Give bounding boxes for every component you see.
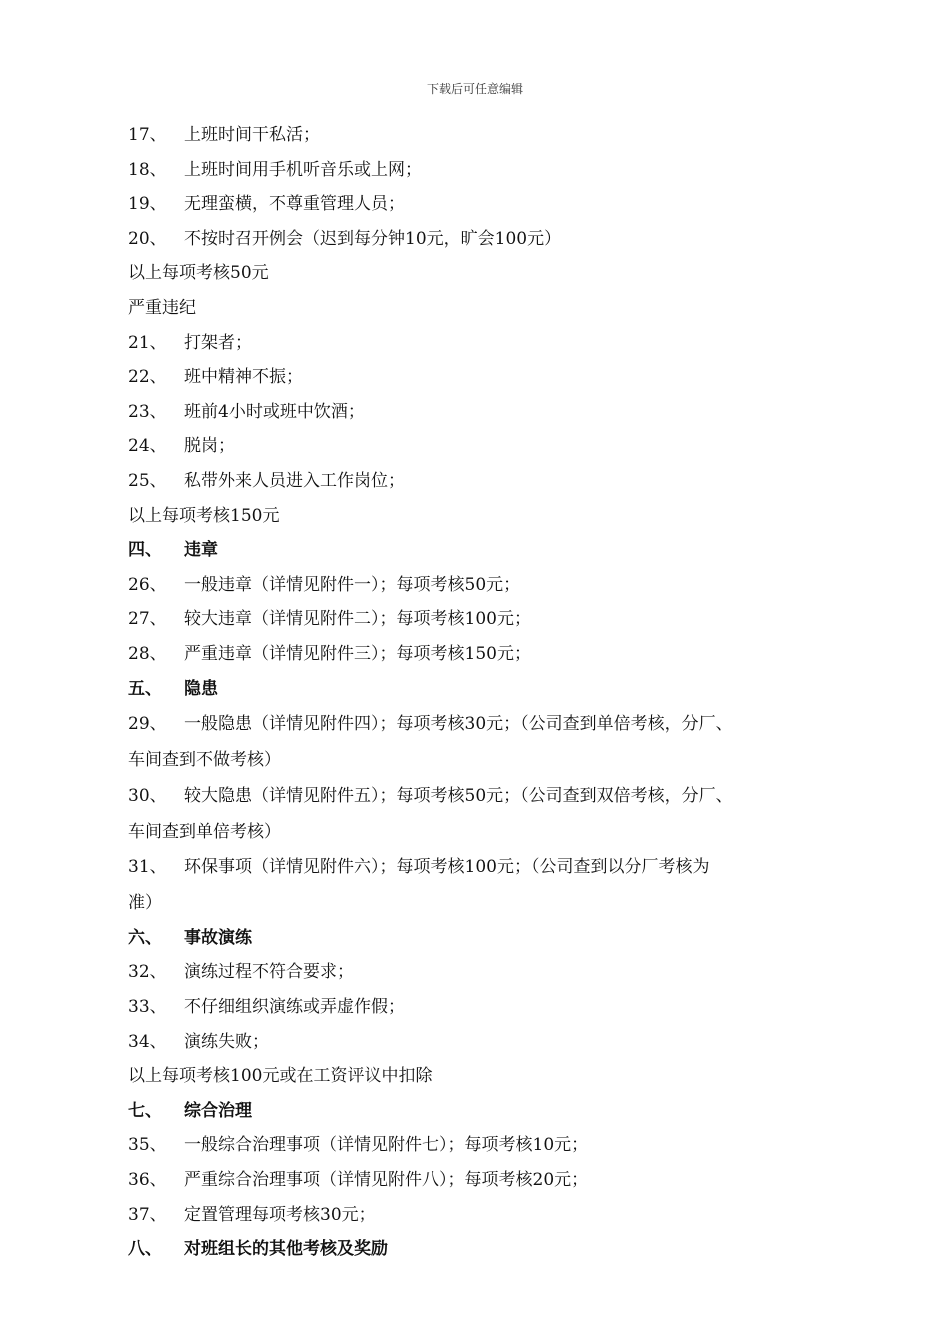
item-number: 31、 [128,857,167,878]
item-number: 20、 [128,228,167,249]
item-text: 班中精神不振； [184,367,303,388]
document-body [128,118,828,1267]
item-number: 33、 [128,997,167,1018]
item-text: 严重违章（详情见附件三）；每项考核150元； [184,643,531,664]
item-number: 六、 [128,927,162,948]
page-header: 下载后可任意编辑 [426,82,523,96]
list-item [128,464,828,499]
list-item [128,990,828,1025]
list-item [128,568,828,603]
item-text: 演练过程不符合要求； [184,962,354,983]
list-item [128,360,828,395]
list-item [128,429,828,464]
item-number: 18、 [128,159,167,180]
section-heading [128,921,828,956]
list-item [128,118,828,153]
section-heading [128,533,828,568]
item-number: 30、 [128,785,167,806]
item-text: 严重违纪 [128,297,196,318]
item-number: 35、 [128,1135,167,1156]
item-text: 一般综合治理事项（详情见附件七）；每项考核10元； [184,1135,589,1156]
item-number: 37、 [128,1204,167,1225]
section-heading [128,1094,828,1129]
list-item [128,1025,828,1060]
item-number: 21、 [128,332,167,353]
list-item [128,602,828,637]
item-text: 不仔细组织演练或弄虚作假； [184,997,405,1018]
item-number: 32、 [128,962,167,983]
item-text: 上班时间用手机听音乐或上网； [184,159,422,180]
item-text: 上班时间干私活； [184,125,320,145]
item-number: 23、 [128,401,167,422]
item-number: 24、 [128,436,167,457]
item-text: 隐患 [184,678,218,699]
list-item [128,1128,828,1163]
item-number: 25、 [128,470,167,491]
item-number: 17、 [128,125,167,145]
item-text: 定置管理每项考核30元； [184,1204,376,1225]
item-text: 车间查到单倍考核） [128,821,281,842]
item-number: 26、 [128,574,167,595]
item-text: 一般违章（详情见附件一）；每项考核50元； [184,574,521,595]
item-number: 22、 [128,367,167,388]
list-item [128,1198,828,1233]
paragraph-line [128,886,828,921]
item-number: 八、 [128,1239,162,1260]
list-item [128,637,828,672]
list-item [128,849,828,886]
section-heading [128,1232,828,1267]
item-text: 以上每项考核100元或在工资评议中扣除 [128,1066,433,1087]
item-number: 七、 [128,1100,162,1121]
paragraph-line [128,1059,828,1094]
item-text: 打架者； [184,332,252,353]
item-number: 19、 [128,194,167,215]
item-number: 27、 [128,609,167,630]
item-text: 车间查到不做考核） [128,750,281,771]
item-text: 违章 [184,540,218,561]
item-text: 以上每项考核50元 [128,263,269,284]
list-item [128,153,828,188]
item-text: 综合治理 [184,1100,252,1121]
list-item [128,706,828,743]
item-text: 班前4小时或班中饮酒； [184,401,365,422]
list-item [128,1163,828,1198]
list-item [128,395,828,430]
paragraph-line [128,291,828,326]
section-heading [128,672,828,707]
list-item [128,187,828,222]
item-text: 环保事项（详情见附件六）；每项考核100元；（公司查到以分厂考核为 [184,857,710,878]
item-text: 较大违章（详情见附件二）；每项考核100元； [184,609,531,630]
paragraph-line [128,743,828,778]
item-text: 准） [128,893,162,914]
item-text: 事故演练 [184,927,252,948]
item-text: 以上每项考核150元 [128,505,280,526]
paragraph-line [128,815,828,850]
list-item [128,955,828,990]
item-number: 29、 [128,714,167,735]
paragraph-line [128,256,828,291]
item-text: 一般隐患（详情见附件四）；每项考核30元；（公司查到单倍考核，分厂、 [184,714,733,735]
item-text: 对班组长的其他考核及奖励 [184,1239,388,1260]
item-text: 演练失败； [184,1031,269,1052]
item-text: 严重综合治理事项（详情见附件八）；每项考核20元； [184,1170,589,1191]
list-item [128,222,828,257]
item-text: 私带外来人员进入工作岗位； [184,470,405,491]
item-number: 36、 [128,1170,167,1191]
paragraph-line [128,499,828,534]
item-number: 34、 [128,1031,167,1052]
item-number: 四、 [128,540,162,561]
list-item [128,778,828,815]
item-number: 五、 [128,678,162,699]
item-text: 无理蛮横，不尊重管理人员； [184,194,405,215]
item-text: 不按时召开例会（迟到每分钟10元，旷会100元） [184,228,562,249]
item-text: 较大隐患（详情见附件五）；每项考核50元；（公司查到双倍考核，分厂、 [184,785,733,806]
list-item [128,326,828,361]
item-text: 脱岗； [184,436,235,457]
item-number: 28、 [128,643,167,664]
